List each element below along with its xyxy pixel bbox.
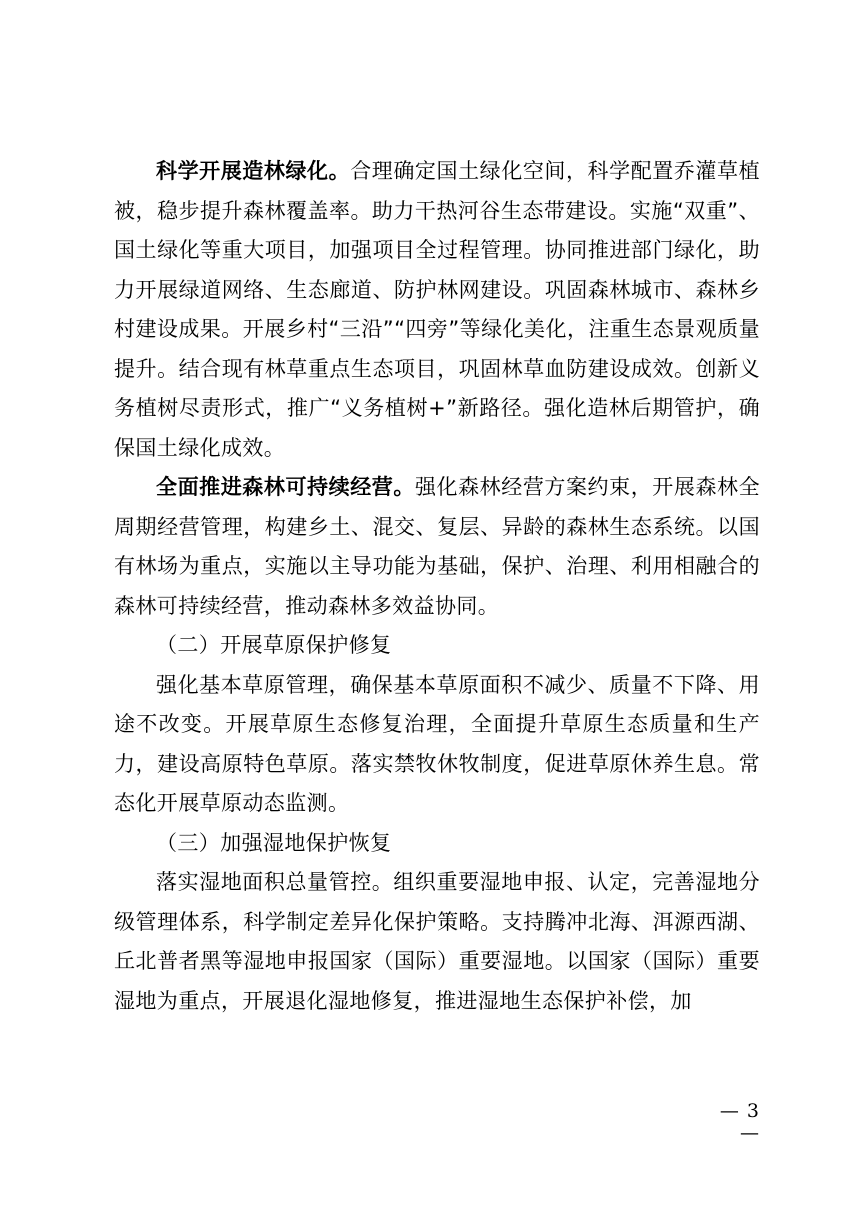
paragraph-grassland: 强化基本草原管理，确保基本草原面积不减少、质量不下降、用途不改变。开展草原生态修复治理，全面提升草原生态质量和生产力，建设高原特色草原。落实禁牧休牧制度，促进草原休养生息。常态化开展草原动态监测。 <box>114 672 760 815</box>
paragraph-text: 强化森林经营方案约束，开展森林全周期经营管理，构建乡土、混交、复层、异龄的森林生态系统。以国有林场为重点，实施以主导功能为基础，保护、治理、利用相融合的森林可持续经营，推动森林多效益协同。 <box>114 475 760 618</box>
paragraph-wetland: 落实湿地面积总量管控。组织重要湿地申报、认定，完善湿地分级管理体系，科学制定差异化保护策略。支持腾冲北海、洱源西湖、丘北普者黑等湿地申报国家（国际）重要湿地。以国家（国际）重要湿地为重点，开展退化湿地修复，推进湿地生态保护补偿，加 <box>114 870 760 1013</box>
paragraph-forest-management <box>114 468 760 626</box>
paragraph-lead: 全面推进森林可持续经营。 <box>156 475 415 499</box>
section-heading-wetland: （三）加强湿地保护恢复 <box>156 830 392 855</box>
paragraph-afforestation <box>114 152 760 468</box>
page-number: — 3 — <box>719 1100 760 1144</box>
section-heading-grassland: （二）开展草原保护修复 <box>156 633 392 657</box>
body-text <box>114 152 760 1021</box>
paragraph-lead: 科学开展造林绿化。 <box>156 159 351 183</box>
paragraph-text: 合理确定国土绿化空间，科学配置乔灌草植被，稳步提升森林覆盖率。助力干热河谷生态带建设。实施“双重”、国土绿化等重大项目，加强项目全过程管理。协同推进部门绿化，助力开展绿道网络、生态廊道、防护林网建设。巩固森林城市、森林乡村建设成果。开展乡村“三沿”“四旁”等绿化美化，注重生态景观质量提升。结合现有林草重点生态项目，巩固林草血防建设成效。创新义务植树尽责形式，推广“义务植树+”新路径。强化造林后期管护，确保国土绿化成效。 <box>114 159 760 460</box>
